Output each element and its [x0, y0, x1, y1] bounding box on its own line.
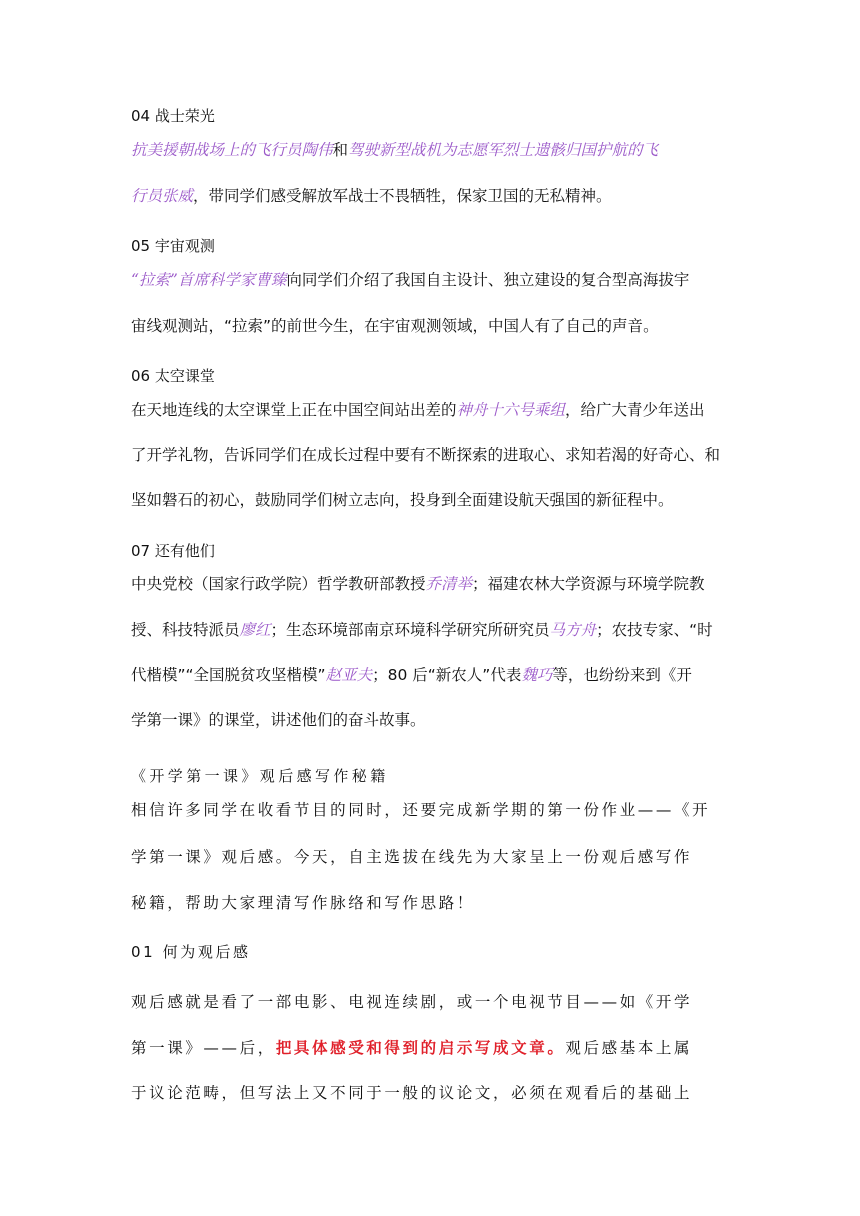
- tips-line-1: 相信许多同学在收看节目的同时，还要完成新学期的第一份作业——《开: [131, 801, 711, 819]
- highlight-name: “拉索”首席科学家曹臻: [131, 271, 287, 289]
- section-01-title: 01 何为观后感: [131, 943, 251, 961]
- highlight-name: 魏巧: [521, 666, 553, 684]
- highlight-name: 乔清举: [425, 575, 473, 593]
- section-06-line-2: 了开学礼物，告诉同学们在成长过程中要有不断探索的进取心、求知若渴的好奇心、和: [131, 446, 721, 464]
- section-07-title: 07 还有他们: [131, 542, 215, 560]
- tips-title: 《开学第一课》观后感写作秘籍: [131, 767, 389, 785]
- section-05-line-1: “拉索”首席科学家曹臻向同学们介绍了我国自主设计、独立建设的复合型高海拔宇: [131, 271, 690, 289]
- section-01-line-2: 第一课》——后，把具体感受和得到的启示写成文章。观后感基本上属: [131, 1039, 693, 1057]
- section-06-line-3: 坚如磐石的初心，鼓励同学们树立志向，投身到全面建设航天强国的新征程中。: [131, 491, 674, 509]
- section-06-title: 06 太空课堂: [131, 367, 215, 385]
- section-07-line-3: 代楷模”“全国脱贫攻坚楷模”赵亚夫；80 后“新农人”代表魏巧等，也纷纷来到《开: [131, 666, 692, 684]
- emphasis-text: 把具体感受和得到的启示写成文章。: [275, 1039, 566, 1057]
- highlight-name: 神舟十六号乘组: [456, 401, 566, 419]
- highlight-name: 赵亚夫: [325, 666, 373, 684]
- section-05-title: 05 宇宙观测: [131, 237, 215, 255]
- section-07-line-1: 中央党校（国家行政学院）哲学教研部教授乔清举；福建农林大学资源与环境学院教: [131, 575, 705, 593]
- highlight-name: 马方舟: [549, 621, 597, 639]
- section-01-line-1: 观后感就是看了一部电影、电视连续剧，或一个电视节目——如《开学: [131, 993, 693, 1011]
- section-07-line-4: 学第一课》的课堂，讲述他们的奋斗故事。: [131, 711, 426, 729]
- highlight-name: 抗美援朝战场上的飞行员陶伟: [131, 141, 333, 159]
- section-06-line-1: 在天地连线的太空课堂上正在中国空间站出差的神舟十六号乘组，给广大青少年送出: [131, 401, 705, 419]
- highlight-name: 廖红: [239, 621, 271, 639]
- section-05-line-2: 宙线观测站，“拉索”的前世今生，在宇宙观测领域，中国人有了自己的声音。: [131, 317, 659, 335]
- tips-line-3: 秘籍，帮助大家理清写作脉络和写作思路！: [131, 894, 475, 912]
- section-01-line-3: 于议论范畴，但写法上又不同于一般的议论文，必须在观看后的基础上: [131, 1084, 693, 1102]
- tips-line-2: 学第一课》观后感。今天，自主选拔在线先为大家呈上一份观后感写作: [131, 848, 693, 866]
- section-04-title: 04 战士荣光: [131, 107, 215, 125]
- highlight-name: 驾驶新型战机为志愿军烈士遗骸归国护航的飞: [348, 141, 659, 159]
- section-04-line-2: 行员张威，带同学们感受解放军战士不畏牺牲，保家卫国的无私精神。: [131, 187, 612, 205]
- section-04-line-1: 抗美援朝战场上的飞行员陶伟和驾驶新型战机为志愿军烈士遗骸归国护航的飞: [131, 141, 659, 159]
- highlight-name: 行员张威: [131, 187, 194, 205]
- section-07-line-2: 授、科技特派员廖红；生态环境部南京环境科学研究所研究员马方舟；农技专家、“时: [131, 621, 713, 639]
